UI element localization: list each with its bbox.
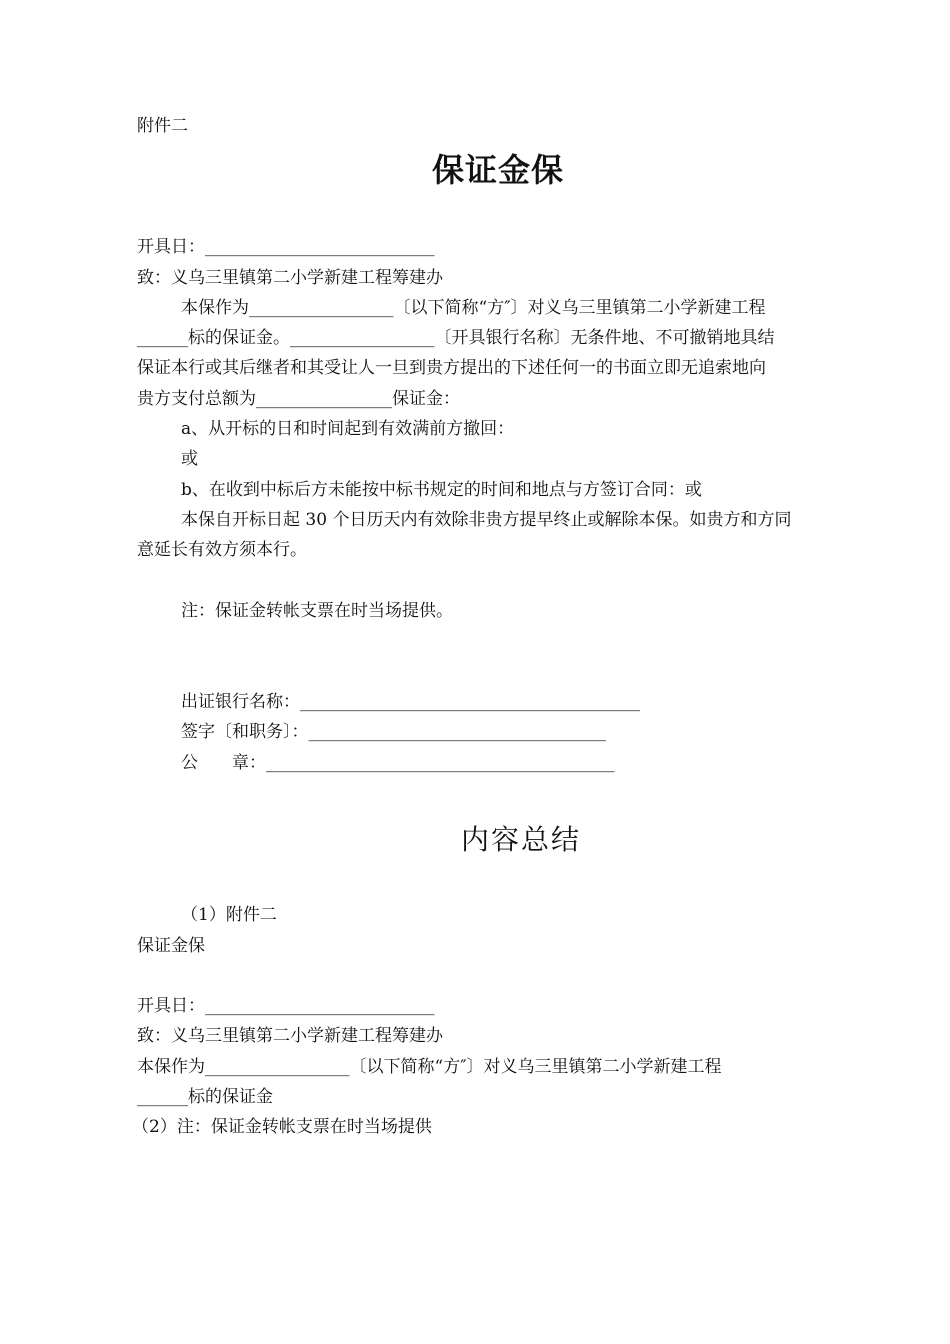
condition-or: 或 xyxy=(181,449,198,469)
summary-line-4: 致：义乌三里镇第二小学新建工程筹建办 xyxy=(137,1026,443,1046)
summary-line-3: 开具日：___________________________ xyxy=(137,996,435,1016)
summary-line-5: 本保作为_________________〔以下简称“方″〕对义乌三里镇第二小学新建工程 xyxy=(137,1057,722,1077)
summary-item-1: （1）附件二 xyxy=(181,905,277,925)
condition-b: b、在收到中标后方未能按中标书规定的时间和地点与方签订合同：或 xyxy=(181,480,702,500)
issue-date-line: 开具日：___________________________ xyxy=(137,237,435,257)
seal-field: 公 章：_________________________________________ xyxy=(181,753,615,773)
note-line: 注：保证金转帐支票在时当场提供。 xyxy=(181,601,453,621)
condition-a: a、从开标的日和时间起到有效满前方撤回： xyxy=(181,419,515,439)
summary-line-2: 保证金保 xyxy=(137,936,205,956)
signature-field: 签字〔和职务〕：___________________________________ xyxy=(181,722,606,742)
summary-item-2: （2）注：保证金转帐支票在时当场提供 xyxy=(132,1117,432,1137)
document-title: 保证金保 xyxy=(431,151,564,189)
paragraph-2-line-2: 意延长有效方须本行。 xyxy=(137,540,307,560)
recipient-line: 致：义乌三里镇第二小学新建工程筹建办 xyxy=(137,268,443,288)
paragraph-1-line-2: ______标的保证金。_________________〔开具银行名称〕无条件地、不可撤销地具结 xyxy=(137,328,775,348)
paragraph-1-line-1: 本保作为_________________〔以下简称“方″〕对义乌三里镇第二小学新建工程 xyxy=(181,298,766,318)
paragraph-2-line-1: 本保自开标日起 30 个日历天内有效除非贵方提早终止或解除本保。如贵方和方同 xyxy=(181,510,792,530)
annex-label: 附件二 xyxy=(137,116,188,136)
paragraph-1-line-4: 贵方支付总额为________________保证金： xyxy=(137,389,460,409)
summary-title: 内容总结 xyxy=(460,823,581,856)
paragraph-1-line-3: 保证本行或其后继者和其受让人一旦到贵方提出的下述任何一的书面立即无追索地向 xyxy=(137,358,766,378)
bank-name-field: 出证银行名称：________________________________________ xyxy=(181,692,640,712)
summary-line-6: ______标的保证金 xyxy=(137,1087,273,1107)
